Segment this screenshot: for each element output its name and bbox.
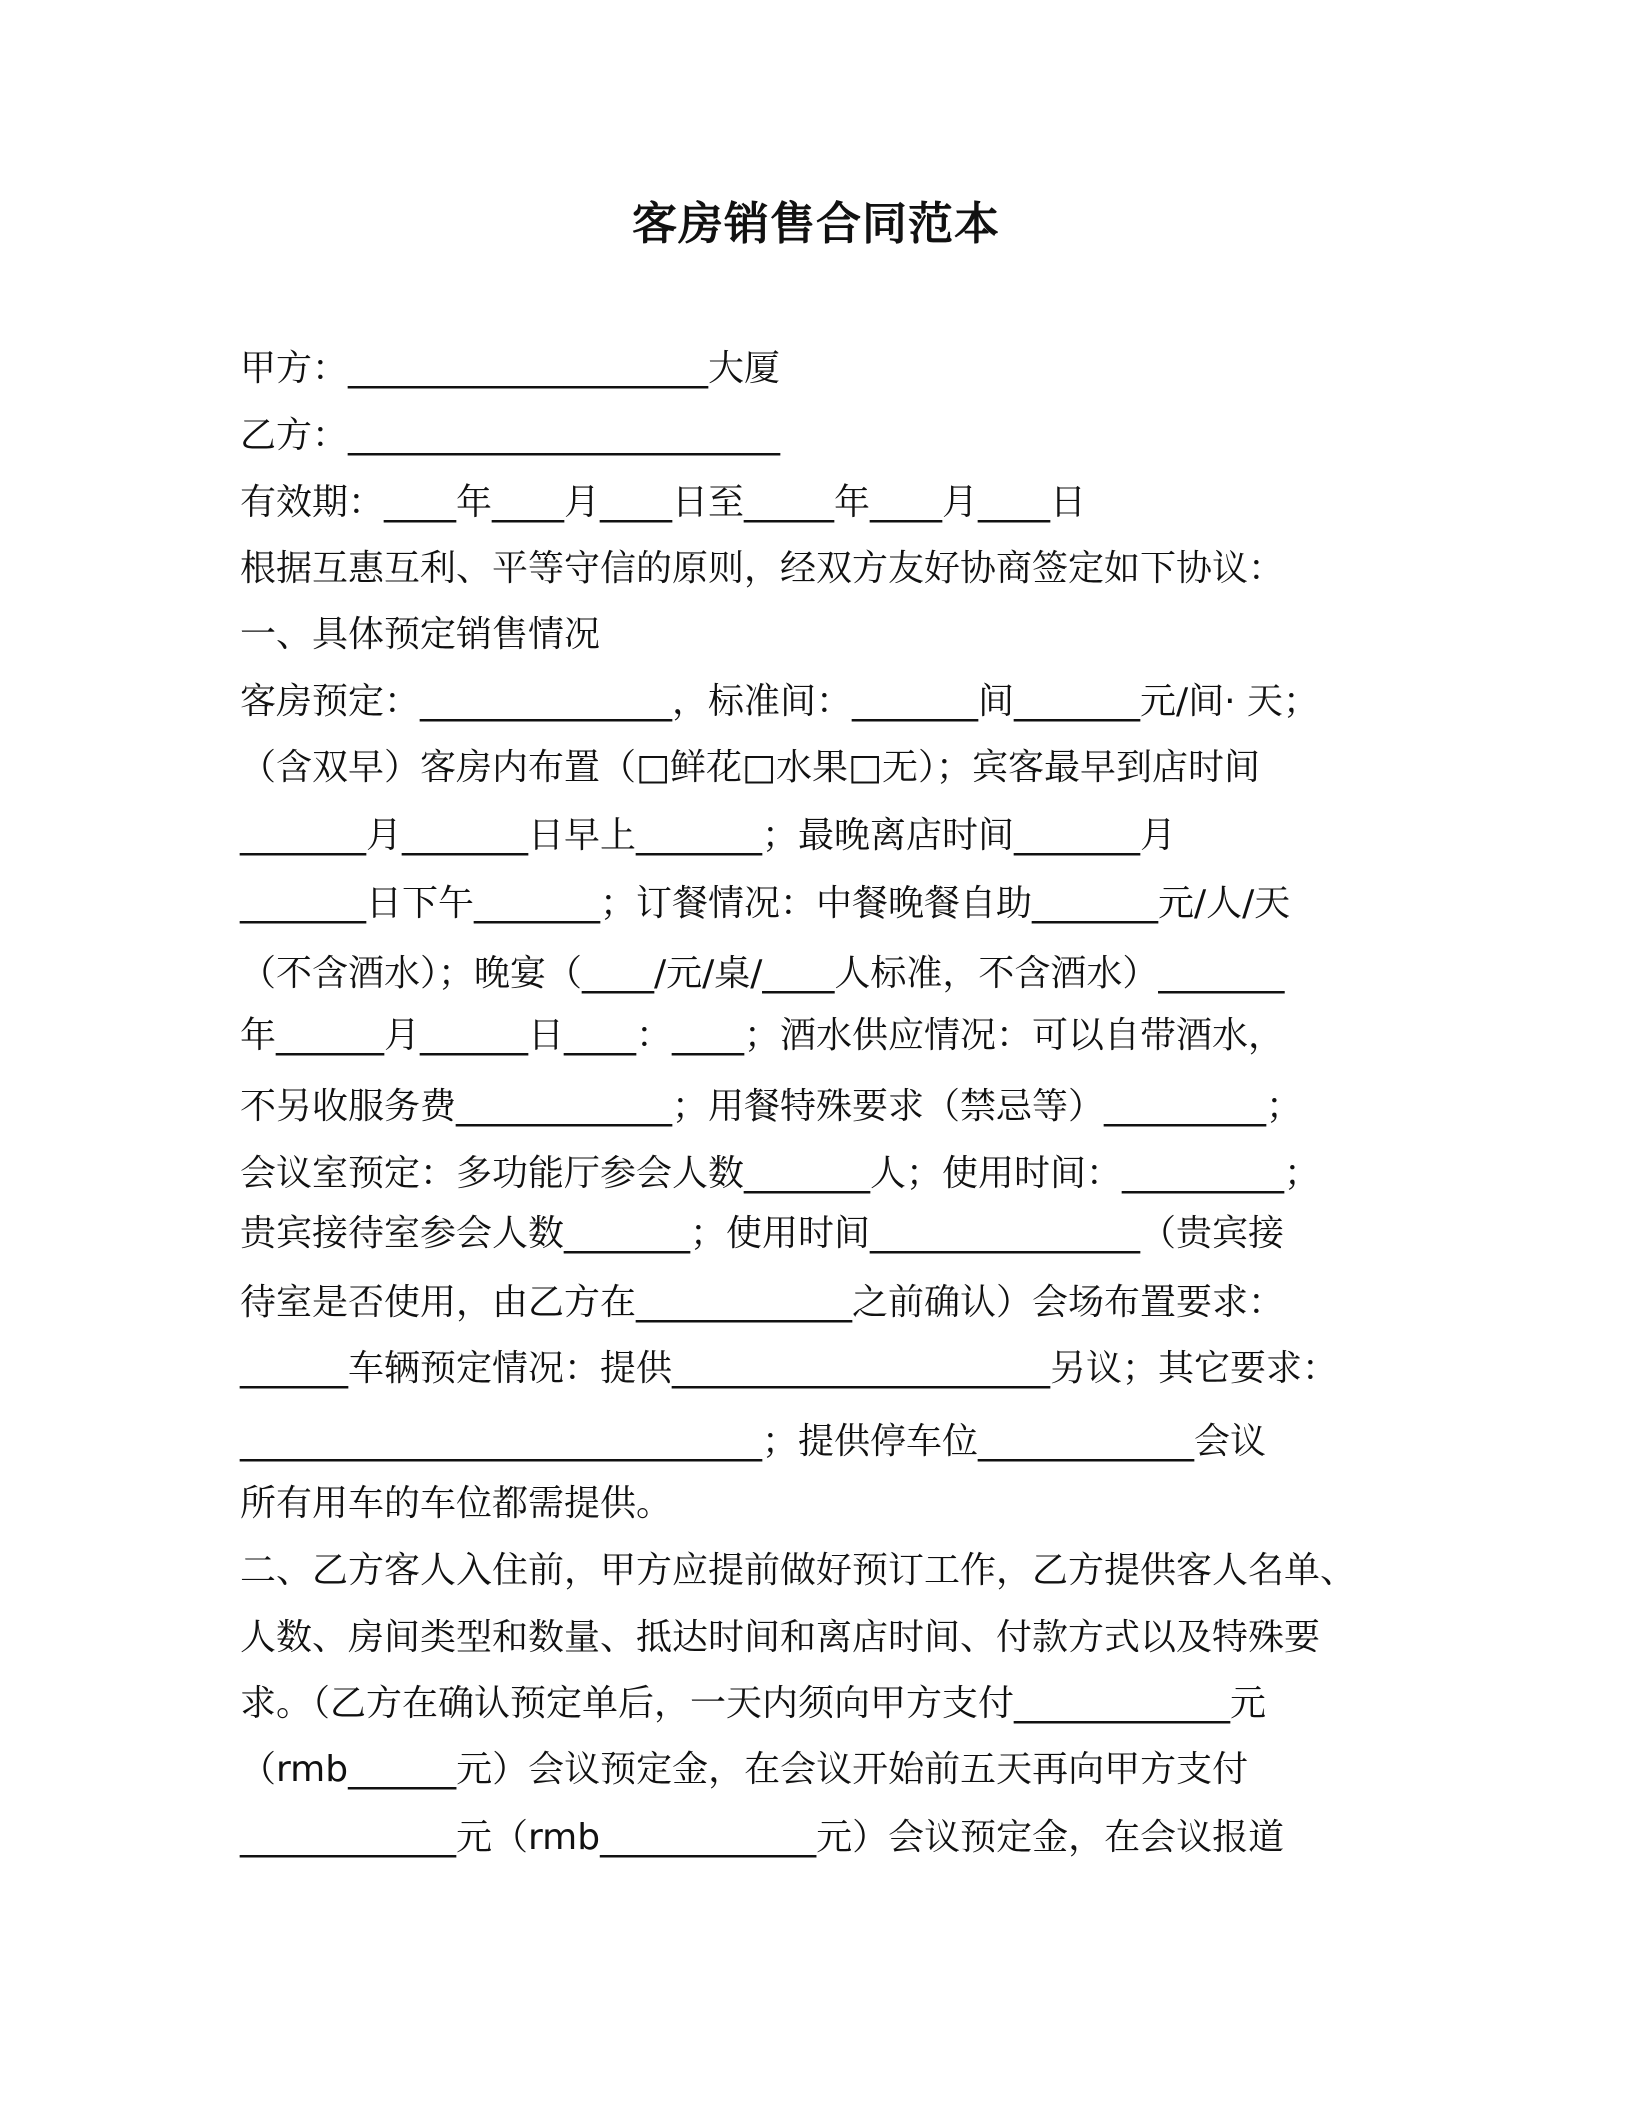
body-line: ______车辆预定情况：提供_____________________另议；其它要求： — [240, 1348, 1339, 1389]
party-a-line: 甲方：____________________大厦 — [240, 348, 781, 389]
body-line: （不含酒水）；晚宴（____/元/桌/____人标准，不含酒水）_______ — [240, 953, 1285, 994]
party-b-line: 乙方：________________________ — [240, 415, 781, 456]
body-line: _______月_______日早上_______；最晚离店时间_______月 — [240, 815, 1177, 856]
section-1-heading: 一、具体预定销售情况 — [240, 614, 601, 655]
body-line: 贵宾接待室参会人数_______；使用时间_______________（贵宾接 — [240, 1213, 1285, 1254]
body-line: 待室是否使用，由乙方在____________之前确认）会场布置要求： — [240, 1282, 1285, 1323]
body-line: 年______月______日____：____；酒水供应情况：可以自带酒水， — [240, 1015, 1285, 1056]
section-2-paragraph: 二、乙方客人入住前，甲方应提前做好预订工作，乙方提供客人名单、 — [240, 1550, 1357, 1591]
body-line: _______日下午_______；订餐情况：中餐晚餐自助_______元/人/天 — [240, 883, 1291, 924]
body-line: 人数、房间类型和数量、抵达时间和离店时间、付款方式以及特殊要 — [240, 1617, 1321, 1658]
body-line: _____________________________；提供停车位____________会议 — [240, 1421, 1267, 1462]
body-line: ____________元（rmb____________元）会议预定金，在会议报道 — [240, 1817, 1285, 1858]
body-line: 客房预定：______________，标准间：_______间_______元/间· 天； — [240, 681, 1320, 722]
body-line: （含双早）客房内布置（□鲜花□水果□无）；宾客最早到店时间 — [240, 747, 1261, 788]
document-title: 客房销售合同范本 — [631, 197, 1000, 250]
body-line: 所有用车的车位都需提供。 — [240, 1483, 673, 1524]
validity-period-line: 有效期：____年____月____日至_____年____月____日 — [240, 482, 1087, 523]
body-line: 求。（乙方在确认预定单后，一天内须向甲方支付____________元 — [240, 1683, 1267, 1724]
agreement-preamble: 根据互惠互利、平等守信的原则，经双方友好协商签定如下协议： — [240, 548, 1285, 589]
body-line: （rmb______元）会议预定金，在会议开始前五天再向甲方支付 — [240, 1749, 1249, 1790]
body-line: 不另收服务费____________；用餐特殊要求（禁忌等）_________； — [240, 1086, 1303, 1127]
body-line: 会议室预定：多功能厅参会人数_______人；使用时间：_________； — [240, 1153, 1321, 1194]
